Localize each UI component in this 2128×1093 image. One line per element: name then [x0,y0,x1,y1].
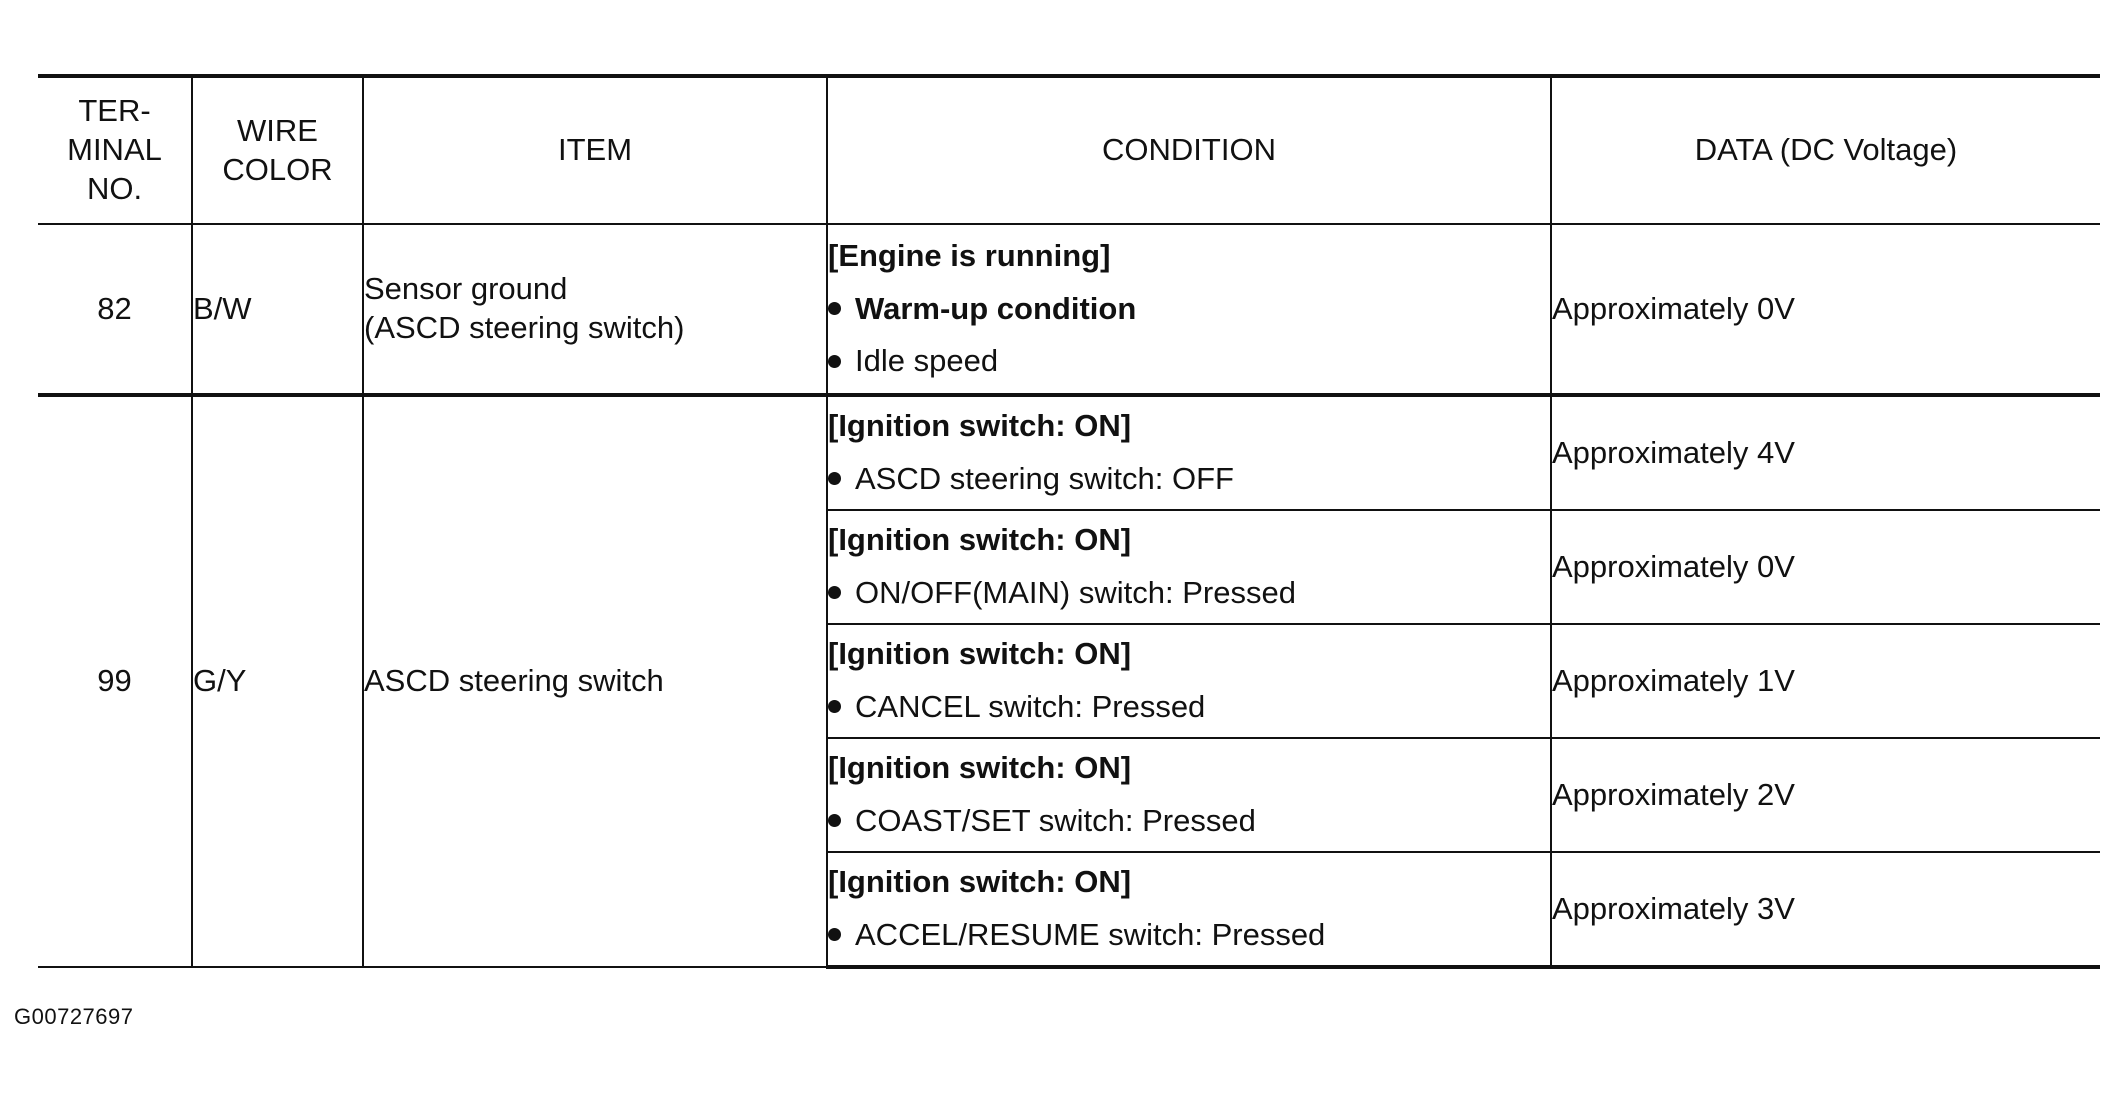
bullet-icon [828,928,841,941]
data-cell: Approximately 3V [1551,852,2100,967]
data-cell: Approximately 0V [1551,224,2100,395]
terminal-no-cell: 82 [38,224,192,395]
condition-cell [827,395,1551,510]
item-line: Sensor ground [364,271,568,307]
bullet-icon [828,472,841,485]
bullet-icon [828,814,841,827]
bullet-icon [828,586,841,599]
item-cell: ASCD steering switch [363,395,827,967]
figure-code: G00727697 [14,1004,134,1029]
condition-heading: [Ignition switch: ON] [828,522,1132,558]
bullet-icon [828,302,841,315]
header-wire-color: WIRE COLOR [192,76,363,224]
condition-heading: [Ignition switch: ON] [828,864,1132,900]
condition-cell [827,224,1551,395]
terminal-no-cell: 99 [38,395,192,967]
bullet-icon [828,700,841,713]
header-data: DATA (DC Voltage) [1551,76,2100,224]
condition-heading: [Ignition switch: ON] [828,408,1132,444]
item-cell [363,224,827,395]
condition-item: Idle speed [828,342,1550,381]
condition-cell [827,852,1551,967]
table-row-terminal-99 [38,395,2100,510]
data-cell: Approximately 0V [1551,510,2100,624]
item-line: (ASCD steering switch) [364,310,685,345]
header-terminal-no: TER- MINAL NO. [38,76,192,224]
wire-color-cell: G/Y [192,395,363,967]
condition-item: Warm-up condition [828,290,1550,329]
data-cell: Approximately 1V [1551,624,2100,738]
header-row [38,76,2100,224]
data-cell: Approximately 2V [1551,738,2100,852]
condition-item: ON/OFF(MAIN) switch: Pressed [828,574,1550,613]
condition-heading: [Engine is running] [828,237,1111,273]
condition-item: CANCEL switch: Pressed [828,688,1550,727]
data-cell: Approximately 4V [1551,395,2100,510]
header-item: ITEM [363,76,827,224]
condition-item: COAST/SET switch: Pressed [828,802,1550,841]
condition-cell [827,510,1551,624]
table-row-terminal-82 [38,224,2100,395]
header-condition: CONDITION [827,76,1551,224]
condition-item: ASCD steering switch: OFF [828,460,1550,499]
condition-cell [827,738,1551,852]
condition-heading: [Ignition switch: ON] [828,636,1132,672]
condition-heading: [Ignition switch: ON] [828,750,1132,786]
condition-cell [827,624,1551,738]
condition-item: ACCEL/RESUME switch: Pressed [828,916,1550,955]
terminal-spec-table-wrapper [38,74,2100,969]
bullet-icon [828,355,841,368]
wire-color-cell: B/W [192,224,363,395]
terminal-spec-table [38,74,2100,969]
